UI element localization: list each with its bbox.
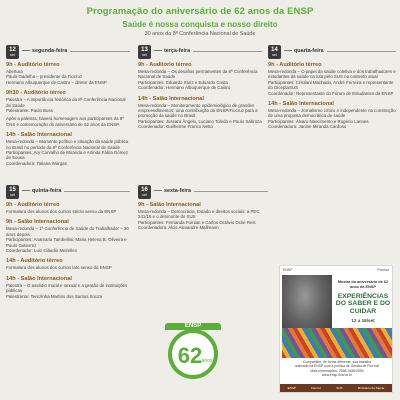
session-location: 14h - Auditório térreo (6, 258, 63, 265)
session-detail: Mesa-redonda – Momento político e situação da saúde pública no Brasil no período da 8ª Conferência Nacional de Saúde (6, 139, 129, 150)
session-detail: Mesa-redonda – Monitoramento epidemiológico de grandes empreendimentos: uma contribuição da ENSP/Fiocruz para a promoção da saúde no Brasil (138, 102, 258, 119)
session-detail: Participantes: Cristiani Machado, André Ferreira e representante do DiceptaSUS (268, 79, 394, 91)
page-subtitle: Saúde é nossa conquista e nosso direito (122, 20, 278, 29)
day-name-text: sexta-feira (164, 187, 191, 194)
footer-logo: SUS (336, 386, 343, 390)
session-detail: Coordenador: Representante do Fórum de Estudantes da ENSP (268, 90, 394, 96)
day-column-wednesday (268, 44, 396, 133)
session-detail: Mesa-redonda – 1ª Conferência de Saúde do Trabalhador – 30 anos depois (6, 226, 129, 237)
session-detail: Mesa-redonda – O papel da saúde coletiva e dos trabalhadores e estudantes da saúde na luta pelo SUS no contexto atual (268, 69, 396, 80)
poster-title-block (334, 280, 392, 323)
poster-logos (280, 266, 392, 274)
session-location: 9h30 - Auditório térreo (6, 90, 66, 97)
session-detail: Paulo Gadelha – presidente da Fiocruz (6, 74, 83, 80)
session-detail: Formatura dos alunos dos cursos stricto sensu da ENSP (6, 209, 117, 214)
page-header (0, 6, 400, 37)
session-location: 14h - Salão Internacional (6, 275, 72, 282)
session-location: 9h - Auditório térreo (268, 62, 322, 68)
footer-logo: Ministério da Saúde (357, 386, 385, 390)
day-name-text: quinta-feira (32, 187, 62, 194)
poster-mostra: Mostra do aniversário de 62 anos da ENSP (337, 280, 389, 289)
badge-label: ENSP (165, 323, 221, 330)
page-title: Programação do aniversário de 62 anos da ENSP (86, 6, 314, 17)
day-name (154, 189, 191, 195)
session-detail: Palestrante: Terezinha Martins dos Santos Souza (6, 293, 103, 299)
day-name-text: terça-feira (164, 47, 191, 54)
session-location: 9h - Salão Internacional (138, 202, 201, 208)
day-header (6, 44, 130, 59)
day-divider (194, 191, 268, 192)
session-location: 14h - Salão Internacional (6, 132, 72, 139)
session-detail: Formatura dos alunos dos cursos lato sensu da ENSP (6, 265, 112, 271)
day-name (22, 189, 61, 195)
session-detail: Participantes: Fernanda Fumian e Carlos Octávio Ocké Reis (138, 219, 256, 225)
calendar-day: 16 (141, 186, 148, 193)
session-location: 9h - Auditório térreo (6, 202, 60, 208)
calendar-month: set (142, 52, 147, 57)
day-name (154, 49, 190, 55)
calendar-day: 15 (9, 186, 16, 193)
day-name-text: segunda-feira (32, 47, 68, 54)
page-subtitle-secondary: 30 anos da 8ª Conferência Nacional de Saúde (144, 31, 256, 37)
session-location: 9h - Auditório térreo (6, 62, 60, 68)
footer-logo: Fiocruz (311, 386, 321, 390)
day-column-tuesday (138, 44, 262, 133)
ensp-logo: ENSP (283, 268, 293, 272)
fiocruz-logo: Fiocruz (377, 268, 389, 272)
session-detail: Hermano Albuquerque de Castro – diretor da ENSP (6, 79, 107, 85)
day-name (22, 49, 67, 55)
poster-bottom-text (283, 360, 391, 377)
calendar-icon (6, 45, 19, 59)
session-location: 9h - Salão Internacional (6, 219, 69, 226)
calendar-day: 14 (271, 46, 278, 53)
calendar-month: set (10, 192, 15, 197)
session-detail: Palestra – A importância histórica da 8ª Conferência Nacional de Saúde (6, 97, 126, 108)
footer-logo: ENSP (287, 386, 296, 390)
day-column-monday (6, 44, 130, 169)
session-detail: Palestrante: Paulo Buss (6, 108, 53, 114)
poster-portrait-image (282, 275, 332, 335)
poster-title: EXPERIÊNCIAS DO SABER E DO CUIDAR (335, 292, 391, 315)
session-detail: Coordenadora: Alcis Alexandre Mallmann (138, 225, 219, 231)
day-header (6, 184, 130, 199)
calendar-icon (138, 185, 151, 199)
day-divider (327, 51, 396, 52)
session-location: 14h - Salão Internacional (268, 101, 334, 108)
session-location: 9h - Auditório térreo (138, 62, 192, 68)
badge-circle-icon (165, 323, 221, 379)
session-detail: Abertura (6, 69, 23, 74)
calendar-icon (138, 45, 151, 59)
ensp-62-anos-badge (165, 323, 221, 379)
day-column-friday (138, 184, 268, 234)
session-detail: Participantes: Álvaro Nascimento e Rogério Lannes (268, 118, 369, 124)
calendar-icon (6, 185, 19, 199)
session-detail: Mesa-redonda – Democracia, Estado e direitos sociais: a PEC 241/16 e o desmonte do SUS (138, 209, 260, 220)
session-detail: Participantes: Anamaria Tambellini, Maria Helena B. Oliveira e Paulo Gutierrez (6, 237, 127, 248)
day-divider (70, 51, 130, 52)
session-detail: Mesa-redonda – Os desafios permanentes da 8ª Conferência Nacional de Saúde (138, 69, 258, 80)
day-divider (64, 191, 130, 192)
exhibition-poster (279, 265, 393, 393)
session-detail: Participantes: Ary Carvalho de Miranda e Arlinda Fábia Gómez de Sousa (6, 150, 129, 161)
session-detail: Coordenadora: Janine Miranda Cardoso (268, 124, 347, 130)
session-detail: Participantes: Eduardo Stotz e Eduardo Costa (138, 79, 228, 85)
poster-bottom-line: Mais informações: 2598-2686/2690 (310, 368, 364, 373)
session-detail: Participantes: Jussara Ângelo, Luciano Toledo e Paulo Sabroza (138, 118, 262, 124)
badge-number: 62 (177, 343, 203, 368)
session-location: 14h - Salão Internacional (138, 95, 204, 102)
session-detail: Palestra – O assédio moral e sexual e a gestão de instituições públicas (6, 282, 128, 294)
calendar-day: 12 (9, 46, 16, 53)
day-column-thursday (6, 184, 130, 302)
calendar-month: set (272, 52, 277, 57)
calendar-icon (268, 45, 281, 59)
poster-footer-logos (280, 384, 392, 392)
session-detail: Coordenador: Hermano Albuquerque de Castro (138, 85, 231, 91)
poster-bottom-line: Compartilhe, de forma diferente, sua trabalho (302, 360, 372, 364)
session-detail: Mesa-redonda – Jornalismo crítico e independente na construção de uma proposta democrática de saúde (268, 108, 396, 119)
calendar-month: set (10, 52, 15, 57)
calendar-month: set (142, 192, 147, 197)
poster-bottom-line: www.ensp.fiocruz.br (321, 372, 353, 377)
session-detail: Após a palestra, haverá homenagem aos participantes da 8ª CNS e comemoração do aniversário de 62 anos da ENSP. (6, 116, 124, 127)
day-name-text: quarta-feira (294, 47, 324, 54)
day-header (268, 44, 396, 59)
day-divider (193, 51, 262, 52)
poster-mural-image (282, 328, 392, 358)
day-header (138, 184, 268, 199)
poster-date: 12 a 16/set (351, 318, 375, 324)
badge-unit: anos (201, 358, 213, 364)
calendar-day: 13 (141, 46, 148, 53)
session-detail: Coordenador: Luiz Cláudio Meirelles (6, 248, 78, 254)
day-header (138, 44, 262, 59)
poster-bottom-line: realizado na ENSP com a política de Gestão de Fiocruz! (294, 364, 380, 369)
session-detail: Coordenadora: Tatiana Wargas (6, 160, 67, 166)
day-name (284, 49, 324, 55)
session-detail: Coordenador: Guilherme Franco Netto (138, 124, 213, 130)
